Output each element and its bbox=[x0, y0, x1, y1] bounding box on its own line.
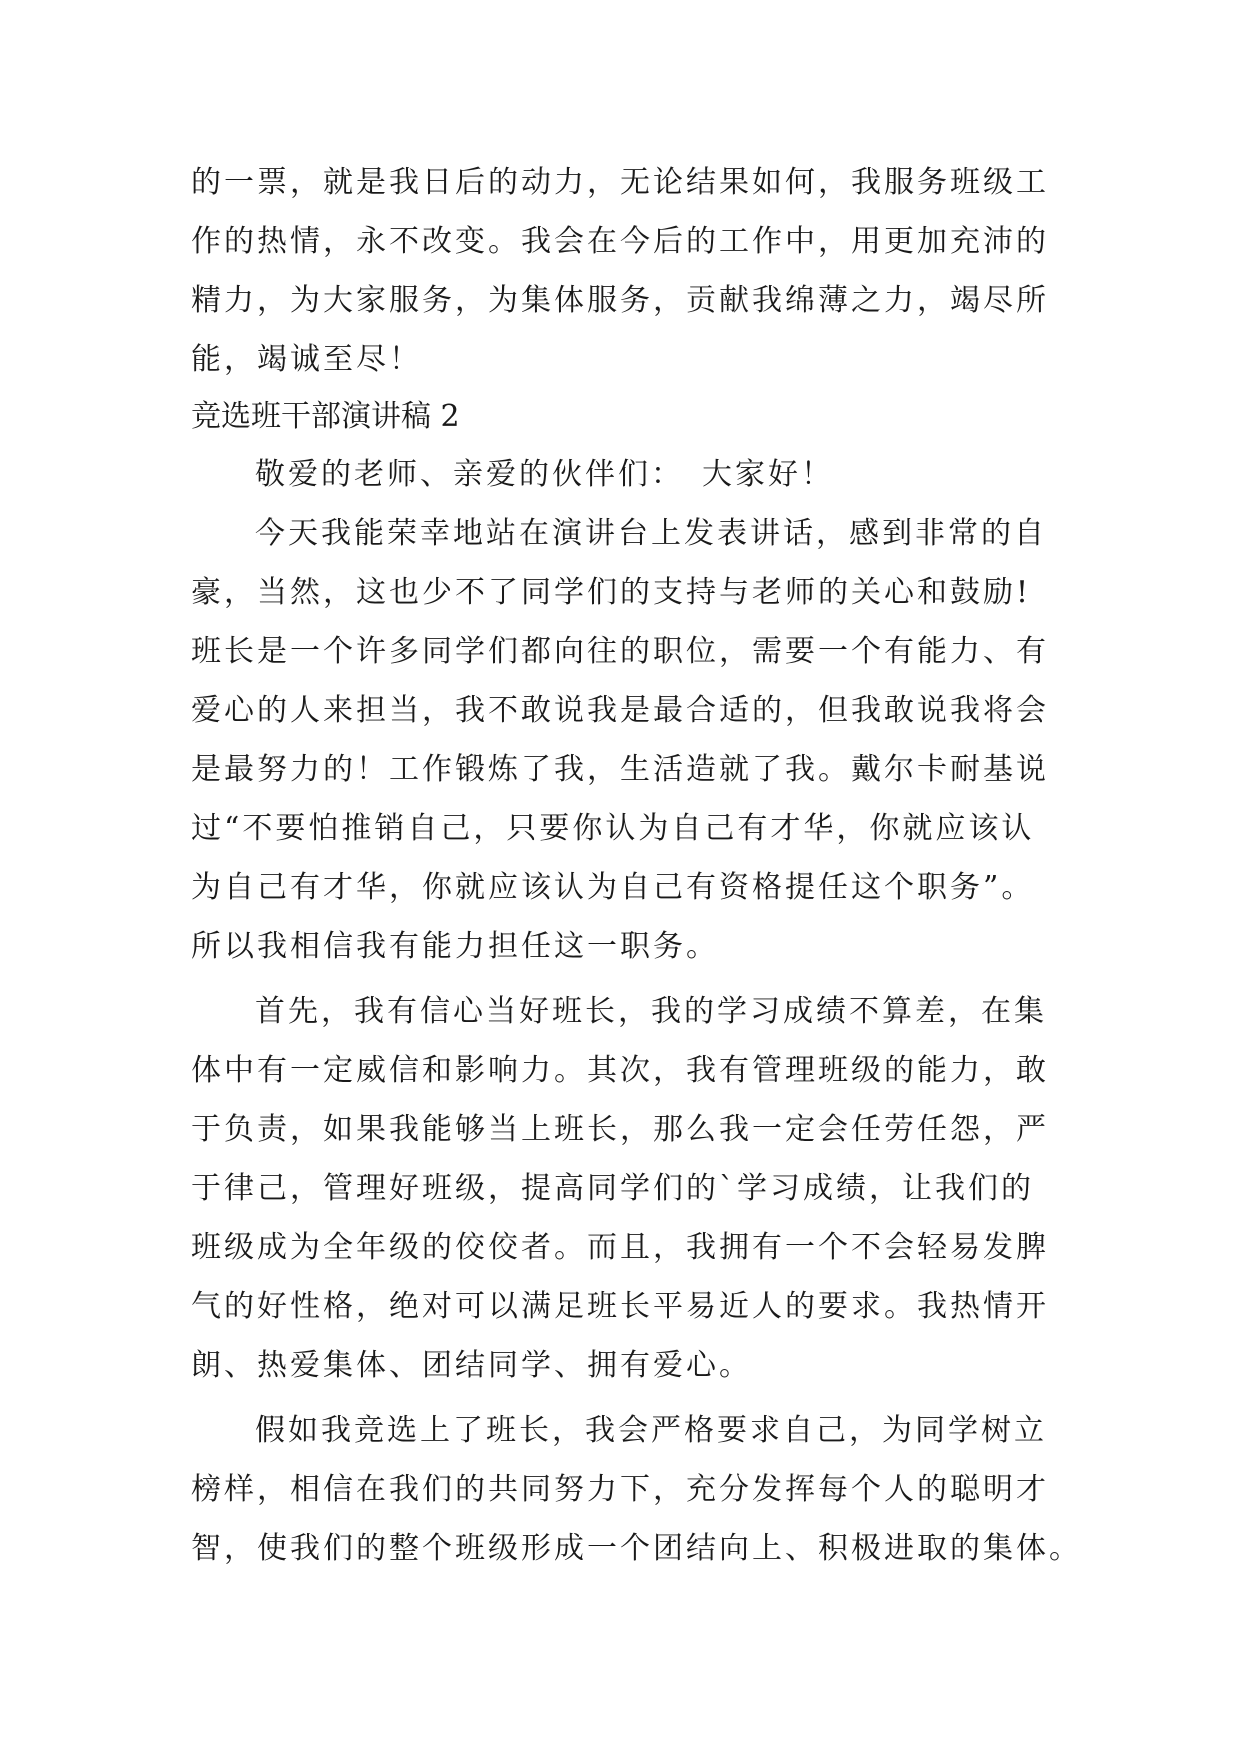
text-line: 体中有一定威信和影响力。其次，我有管理班级的能力，敢 bbox=[191, 1053, 1049, 1088]
text-line: 为自己有才华，你就应该认为自己有资格提任这个职务”。 bbox=[191, 870, 1035, 905]
text-line: 气的好性格，绝对可以满足班长平易近人的要求。我热情开 bbox=[191, 1289, 1049, 1324]
text-line: 首先，我有信心当好班长，我的学习成绩不算差，在集 bbox=[255, 994, 1047, 1029]
text-line: 过“不要怕推销自己，只要你认为自己有才华，你就应该认 bbox=[191, 811, 1035, 846]
text-line: 作的热情，永不改变。我会在今后的工作中，用更加充沛的 bbox=[191, 224, 1049, 259]
text-line: 的一票，就是我日后的动力，无论结果如何，我服务班级工 bbox=[191, 165, 1049, 200]
document-body bbox=[191, 153, 1082, 1578]
text-line: 朗、热爱集体、团结同学、拥有爱心。 bbox=[191, 1348, 752, 1383]
text-line: 假如我竞选上了班长，我会严格要求自己，为同学树立 bbox=[255, 1413, 1047, 1448]
text-line: 能，竭诚至尽！ bbox=[191, 342, 422, 377]
text-line: 智，使我们的整个班级形成一个团结向上、积极进取的集体。 bbox=[191, 1531, 1082, 1566]
section-title: 竞选班干部演讲稿 2 bbox=[191, 399, 460, 434]
text-line: 于律己，管理好班级，提高同学们的`学习成绩，让我们的 bbox=[191, 1171, 1034, 1206]
text-line: 所以我相信我有能力担任这一职务。 bbox=[191, 929, 719, 964]
text-line: 是最努力的！工作锻炼了我，生活造就了我。戴尔卡耐基说 bbox=[191, 752, 1049, 787]
paragraph-2 bbox=[191, 982, 1061, 1395]
text-line: 榜样，相信在我们的共同努力下，充分发挥每个人的聪明才 bbox=[191, 1472, 1049, 1507]
text-line: 豪，当然，这也少不了同学们的支持与老师的关心和鼓励! bbox=[191, 575, 1032, 610]
greeting: 敬爱的老师、亲爱的伙伴们： 大家好！ bbox=[255, 457, 834, 492]
text-line: 爱心的人来担当，我不敢说我是最合适的，但我敢说我将会 bbox=[191, 693, 1049, 728]
paragraph-1 bbox=[191, 504, 1061, 976]
text-line: 今天我能荣幸地站在演讲台上发表讲话，感到非常的自 bbox=[255, 516, 1047, 551]
text-line: 班级成为全年级的佼佼者。而且，我拥有一个不会轻易发脾 bbox=[191, 1230, 1049, 1265]
continuation-paragraph bbox=[191, 153, 1061, 389]
text-line: 班长是一个许多同学们都向往的职位，需要一个有能力、有 bbox=[191, 634, 1049, 669]
text-line: 精力，为大家服务，为集体服务，贡献我绵薄之力，竭尽所 bbox=[191, 283, 1049, 318]
paragraph-3 bbox=[191, 1401, 1082, 1578]
text-line: 于负责，如果我能够当上班长，那么我一定会任劳任怨，严 bbox=[191, 1112, 1049, 1147]
